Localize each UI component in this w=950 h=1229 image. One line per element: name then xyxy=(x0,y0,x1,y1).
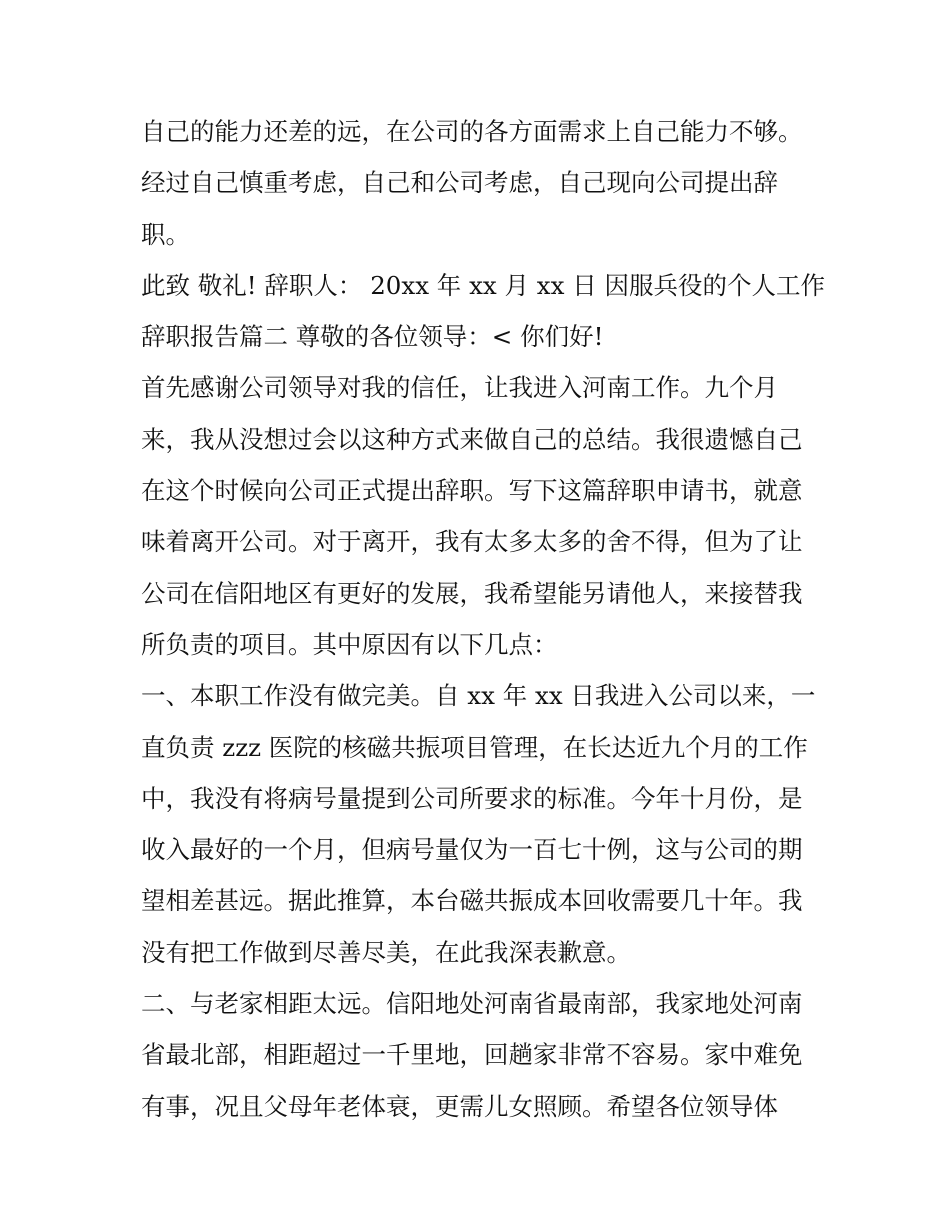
text-line: 有事，况且父母年老体衰，更需儿女照顾。希望各位领导体 xyxy=(141,1091,778,1121)
text-line: 经过自己慎重考虑，自己和公司考虑，自己现向公司提出辞 xyxy=(141,168,778,198)
document-body xyxy=(141,106,826,1132)
text-line: 公司在信阳地区有更好的发展，我希望能另请他人，来接替我 xyxy=(141,578,803,608)
text-line: 收入最好的一个月，但病号量仅为一百七十例，这与公司的期 xyxy=(141,835,803,865)
text-line: 省最北部，相距超过一千里地，回趟家非常不容易。家中难免 xyxy=(141,1040,803,1070)
text-line: 味着离开公司。对于离开，我有太多太多的舍不得，但为了让 xyxy=(141,527,803,557)
text-line: 所负责的项目。其中原因有以下几点： xyxy=(141,629,558,659)
text-line: 首先感谢公司领导对我的信任，让我进入河南工作。九个月 xyxy=(141,373,778,403)
text-line: 辞职报告篇二 尊敬的各位领导：< 你们好! xyxy=(141,322,604,352)
text-line: 在这个时候向公司正式提出辞职。写下这篇辞职申请书，就意 xyxy=(141,476,803,506)
text-line: 自己的能力还差的远，在公司的各方面需求上自己能力不够。 xyxy=(141,117,803,146)
text-line: 一、本职工作没有做完美。自 xx 年 xx 日我进入公司以来，一 xyxy=(141,681,816,711)
text-line: 此致 敬礼! 辞职人： 20xx 年 xx 月 xx 日 因服兵役的个人工作 xyxy=(141,270,826,300)
text-line: 职。 xyxy=(141,219,190,249)
text-line: 直负责 zzz 医院的核磁共振项目管理，在长达近九个月的工作 xyxy=(141,732,808,762)
text-line: 没有把工作做到尽善尽美，在此我深表歉意。 xyxy=(141,937,631,967)
text-line: 来，我从没想过会以这种方式来做自己的总结。我很遗憾自己 xyxy=(141,424,803,454)
text-line: 望相差甚远。据此推算，本台磁共振成本回收需要几十年。我 xyxy=(141,886,803,916)
text-line: 中，我没有将病号量提到公司所要求的标准。今年十月份，是 xyxy=(141,783,803,813)
text-line: 二、与老家相距太远。信阳地处河南省最南部，我家地处河南 xyxy=(141,989,803,1019)
